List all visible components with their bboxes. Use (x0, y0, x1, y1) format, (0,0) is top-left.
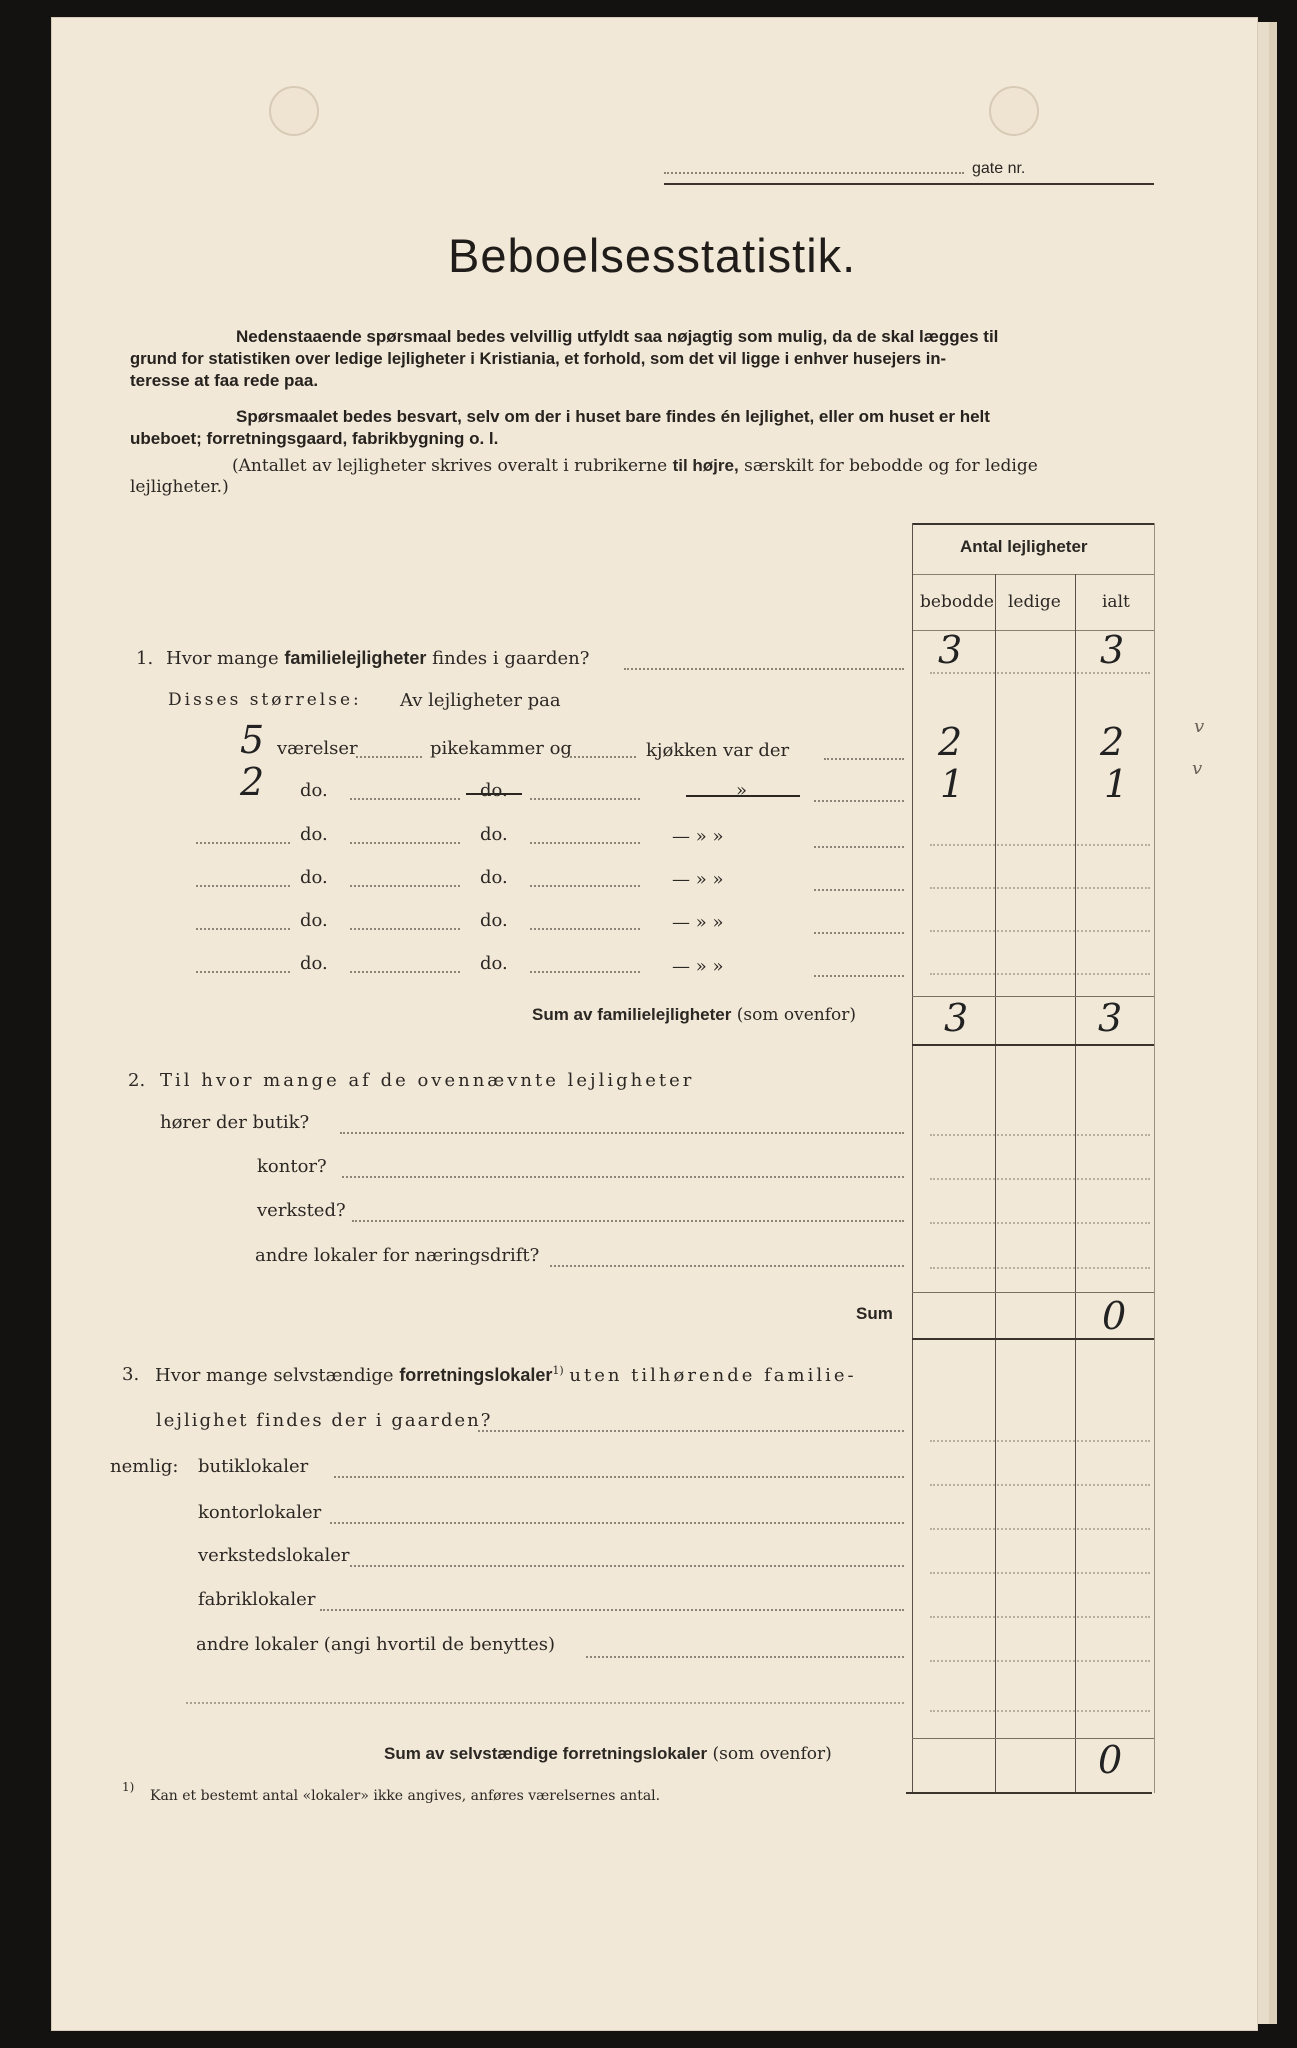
fill-dots (530, 798, 640, 800)
intro-note: (Antallet av lejligheter skrives overalt i rubrikerne til højre, særskilt for bebodde og for ledige (232, 456, 1038, 476)
kitchen-label: — » » (672, 956, 724, 977)
strike-line (466, 793, 522, 795)
fill-dots (530, 885, 640, 887)
q1-sum-bebodde: 3 (944, 996, 969, 1040)
cell-dots (930, 672, 1150, 674)
row-bebodde: 2 (938, 720, 963, 764)
leader-dots (340, 1132, 904, 1134)
check-mark: v (1192, 758, 1203, 779)
rooms-handwritten: 2 (240, 760, 265, 804)
q1-question: Hvor mange familielejligheter findes i gaarden? (166, 648, 590, 669)
header-rule (664, 183, 1154, 185)
q2-sum-label: Sum (856, 1304, 893, 1323)
row-bebodde: 1 (940, 762, 965, 806)
fill-dots (350, 798, 460, 800)
sum-bottom-rule (912, 1044, 1154, 1046)
leader-dots (814, 800, 904, 802)
leader-dots (814, 889, 904, 891)
rooms-label: do. (300, 953, 328, 974)
fill-dots (350, 885, 460, 887)
q3-number: 3. (122, 1364, 140, 1385)
leader-dots (334, 1476, 904, 1478)
cell-dots (930, 1178, 1150, 1180)
fill-dots (530, 971, 640, 973)
cell-dots (930, 930, 1150, 932)
q2-item-kontor: kontor? (257, 1156, 327, 1177)
leader-dots (350, 1565, 904, 1567)
rooms-label: do. (300, 780, 328, 801)
cell-dots (930, 1572, 1150, 1574)
q3-item-verksted: verkstedslokaler (198, 1545, 350, 1566)
footnote-mark: 1) (122, 1780, 135, 1794)
maid-label: do. (480, 953, 508, 974)
leader-dots (624, 668, 904, 670)
kitchen-label: — » » (672, 869, 724, 890)
fill-dots (196, 971, 290, 973)
maid-label: do. (480, 780, 508, 801)
intro-note: lejligheter.) (130, 477, 229, 497)
punch-hole (269, 86, 319, 136)
col-header-bebodde: bebodde (920, 592, 994, 612)
street-label: gate nr. (972, 160, 1026, 177)
leader-dots (320, 1609, 904, 1611)
nemlig-label: nemlig: (110, 1456, 179, 1477)
leader-dots (814, 975, 904, 977)
fill-dots (350, 971, 460, 973)
size-heading: Disses størrelse: (168, 690, 362, 710)
cell-dots (930, 1484, 1150, 1486)
leader-dots (478, 1430, 904, 1432)
q3-item-butik: butiklokaler (198, 1456, 309, 1477)
leader-dots (824, 758, 904, 760)
q2-question: Til hvor mange af de ovennævnte lejligheter (160, 1070, 695, 1091)
maid-label: do. (480, 910, 508, 931)
rooms-label: do. (300, 910, 328, 931)
col-header-ialt: ialt (1102, 592, 1130, 612)
q2-item-andre: andre lokaler for næringsdrift? (255, 1245, 540, 1266)
rooms-handwritten: 5 (240, 718, 265, 762)
table-vline (1075, 574, 1076, 1793)
punch-hole (989, 86, 1039, 136)
col-header-ledige: ledige (1008, 592, 1061, 612)
leader-dots (550, 1265, 904, 1267)
rooms-label: værelser (277, 738, 358, 759)
row-ialt: 2 (1100, 720, 1125, 764)
rooms-label: do. (300, 867, 328, 888)
cell-dots (930, 887, 1150, 889)
intro-text: ubeboet; forretningsgaard, fabrikbygning o. l. (130, 429, 499, 448)
fill-dots (350, 928, 460, 930)
table-top-rule (912, 523, 1154, 525)
page-edge (1269, 22, 1277, 2024)
q1-sum-label: Sum av familielejligheter (som ovenfor) (532, 1005, 857, 1025)
q1-total-bebodde: 3 (938, 628, 963, 672)
kitchen-label: kjøkken var der (646, 740, 790, 761)
maid-label: do. (480, 824, 508, 845)
page-title: Beboelsesstatistik. (448, 229, 857, 282)
check-mark: v (1194, 716, 1205, 737)
fill-dots (196, 928, 290, 930)
cell-dots (930, 1267, 1150, 1269)
q3-question: Hvor mange selvstændige forretningslokaler$^{1)}$ uten tilhørende familie- (155, 1364, 857, 1386)
sum-bottom-rule (906, 1792, 1152, 1794)
intro-text: Spørsmaalet bedes besvart, selv om der i huset bare findes én lejlighet, eller om huset er helt (236, 407, 990, 426)
size-heading-b: Av lejligheter paa (400, 690, 561, 711)
leader-dots (330, 1522, 904, 1524)
intro-text: teresse at faa rede paa. (130, 371, 319, 390)
street-fill-line (664, 172, 964, 174)
fill-dots (186, 1702, 904, 1704)
q3-question-l2: lejlighet findes der i gaarden? (156, 1410, 493, 1431)
q3-sum-label: Sum av selvstændige forretningslokaler (som ovenfor) (384, 1744, 832, 1764)
q2-sum-ialt: 0 (1102, 1294, 1127, 1338)
cell-dots (930, 844, 1150, 846)
maid-label: pikekammer og (430, 738, 572, 759)
q1-total-ialt: 3 (1100, 628, 1125, 672)
table-vline (995, 574, 996, 1793)
cell-dots (930, 1660, 1150, 1662)
kitchen-label: — » » (672, 912, 724, 933)
cell-dots (930, 1440, 1150, 1442)
table-group-header: Antal lejligheter (960, 537, 1088, 556)
q3-sum-ialt: 0 (1098, 1738, 1123, 1782)
fill-dots (530, 842, 640, 844)
sum-top-rule (912, 1292, 1154, 1293)
q1-sum-ialt: 3 (1098, 996, 1123, 1040)
leader-dots (586, 1656, 904, 1658)
cell-dots (930, 973, 1150, 975)
fill-dots (196, 842, 290, 844)
q2-number: 2. (128, 1070, 146, 1091)
cell-dots (930, 1222, 1150, 1224)
table-vline (912, 523, 913, 1793)
kitchen-label: » (736, 780, 748, 801)
intro-text: grund for statistiken over ledige lejligheter i Kristiania, et forhold, som det vil ligge i enhver husejers in- (130, 349, 947, 368)
fill-dots (570, 756, 636, 758)
q3-item-kontor: kontorlokaler (198, 1502, 322, 1523)
maid-label: do. (480, 867, 508, 888)
q3-item-fabrik: fabriklokaler (198, 1589, 316, 1610)
intro-text: Nedenstaaende spørsmaal bedes velvillig utfyldt saa nøjagtig som mulig, da de skal lægges til (236, 327, 999, 346)
sum-bottom-rule (912, 1338, 1154, 1340)
q2-item-verksted: verksted? (257, 1200, 346, 1221)
fill-dots (196, 885, 290, 887)
leader-dots (352, 1220, 904, 1222)
leader-dots (814, 846, 904, 848)
q1-number: 1. (136, 648, 154, 669)
fill-dots (350, 842, 460, 844)
rooms-label: do. (300, 824, 328, 845)
q2-item-butik: hører der butik? (160, 1112, 310, 1133)
q3-item-andre: andre lokaler (angi hvortil de benyttes) (196, 1634, 556, 1655)
strike-line (686, 795, 800, 797)
kitchen-label: — » » (672, 826, 724, 847)
table-rule (912, 574, 1154, 575)
table-vline (1154, 523, 1155, 1793)
leader-dots (342, 1176, 904, 1178)
cell-dots (930, 1616, 1150, 1618)
footnote-text: Kan et bestemt antal «lokaler» ikke angives, anføres værelsernes antal. (150, 1788, 661, 1804)
leader-dots (814, 932, 904, 934)
page-edge (1257, 22, 1269, 2024)
fill-dots (356, 756, 422, 758)
cell-dots (930, 1710, 1150, 1712)
cell-dots (930, 1134, 1150, 1136)
cell-dots (930, 1528, 1150, 1530)
row-ialt: 1 (1104, 762, 1129, 806)
fill-dots (530, 928, 640, 930)
